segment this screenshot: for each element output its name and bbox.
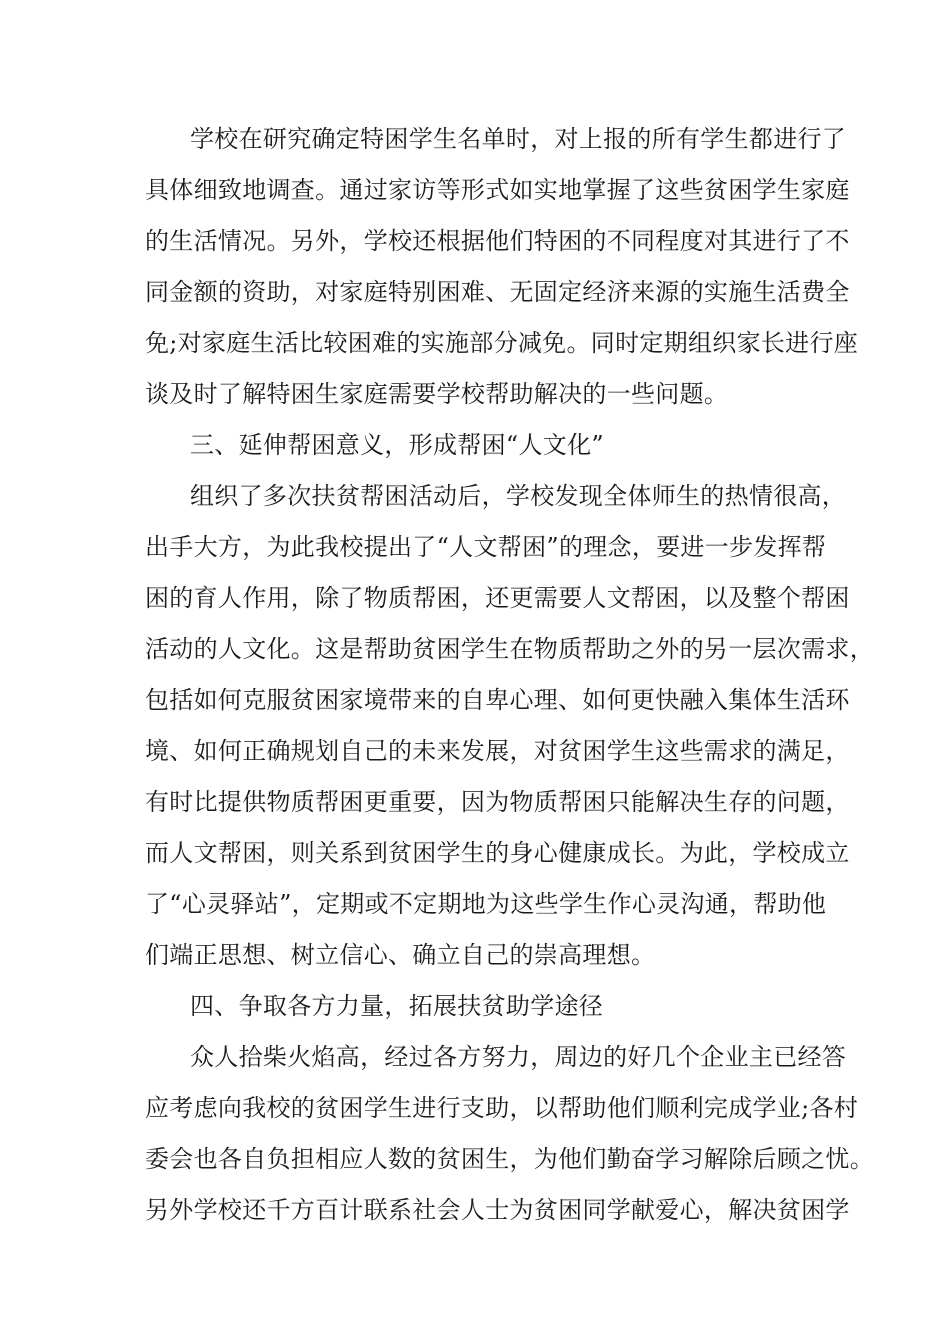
- text-line: 而人文帮困，则关系到贫困学生的身心健康成长。为此，学校成立: [145, 839, 850, 867]
- text-line: 出手大方，为此我校提出了“人文帮困”的理念，要进一步发挥帮: [145, 533, 827, 561]
- text-line: 具体细致地调查。通过家访等形式如实地掌握了这些贫困学生家庭: [145, 176, 850, 204]
- text-line: 学校在研究确定特困学生名单时，对上报的所有学生都进行了: [190, 125, 847, 153]
- text-line: 组织了多次扶贫帮困活动后，学校发现全体师生的热情很高，: [190, 482, 847, 510]
- text-line: 们端正思想、树立信心、确立自己的崇高理想。: [145, 941, 656, 969]
- text-line: 困的育人作用，除了物质帮困，还更需要人文帮困，以及整个帮困: [145, 584, 850, 612]
- text-line: 应考虑向我校的贫困学生进行支助，以帮助他们顺利完成学业;各村: [145, 1094, 859, 1122]
- text-line: 活动的人文化。这是帮助贫困学生在物质帮助之外的另一层次需求，: [145, 635, 874, 663]
- text-line: 免;对家庭生活比较困难的实施部分减免。同时定期组织家长进行座: [145, 329, 859, 357]
- text-line: 的生活情况。另外，学校还根据他们特困的不同程度对其进行了不: [145, 227, 850, 255]
- section-heading: 三、延伸帮困意义，形成帮困“人文化”: [190, 431, 604, 459]
- text-line: 众人拾柴火焰高，经过各方努力，周边的好几个企业主已经答: [190, 1043, 847, 1071]
- text-line: 谈及时了解特困生家庭需要学校帮助解决的一些问题。: [145, 380, 729, 408]
- text-line: 委会也各自负担相应人数的贫困生，为他们勤奋学习解除后顾之忧。: [145, 1145, 874, 1173]
- text-line: 了“心灵驿站”，定期或不定期地为这些学生作心灵沟通，帮助他: [145, 890, 827, 918]
- text-line: 包括如何克服贫困家境带来的自卑心理、如何更快融入集体生活环: [145, 686, 850, 714]
- text-line: 同金额的资助，对家庭特别困难、无固定经济来源的实施生活费全: [145, 278, 850, 306]
- text-line: 另外学校还千方百计联系社会人士为贫困同学献爱心，解决贫困学: [145, 1196, 850, 1224]
- section-heading: 四、争取各方力量，拓展扶贫助学途径: [190, 992, 604, 1020]
- text-line: 境、如何正确规划自己的未来发展，对贫困学生这些需求的满足，: [145, 737, 850, 765]
- text-line: 有时比提供物质帮困更重要，因为物质帮困只能解决生存的问题，: [145, 788, 850, 816]
